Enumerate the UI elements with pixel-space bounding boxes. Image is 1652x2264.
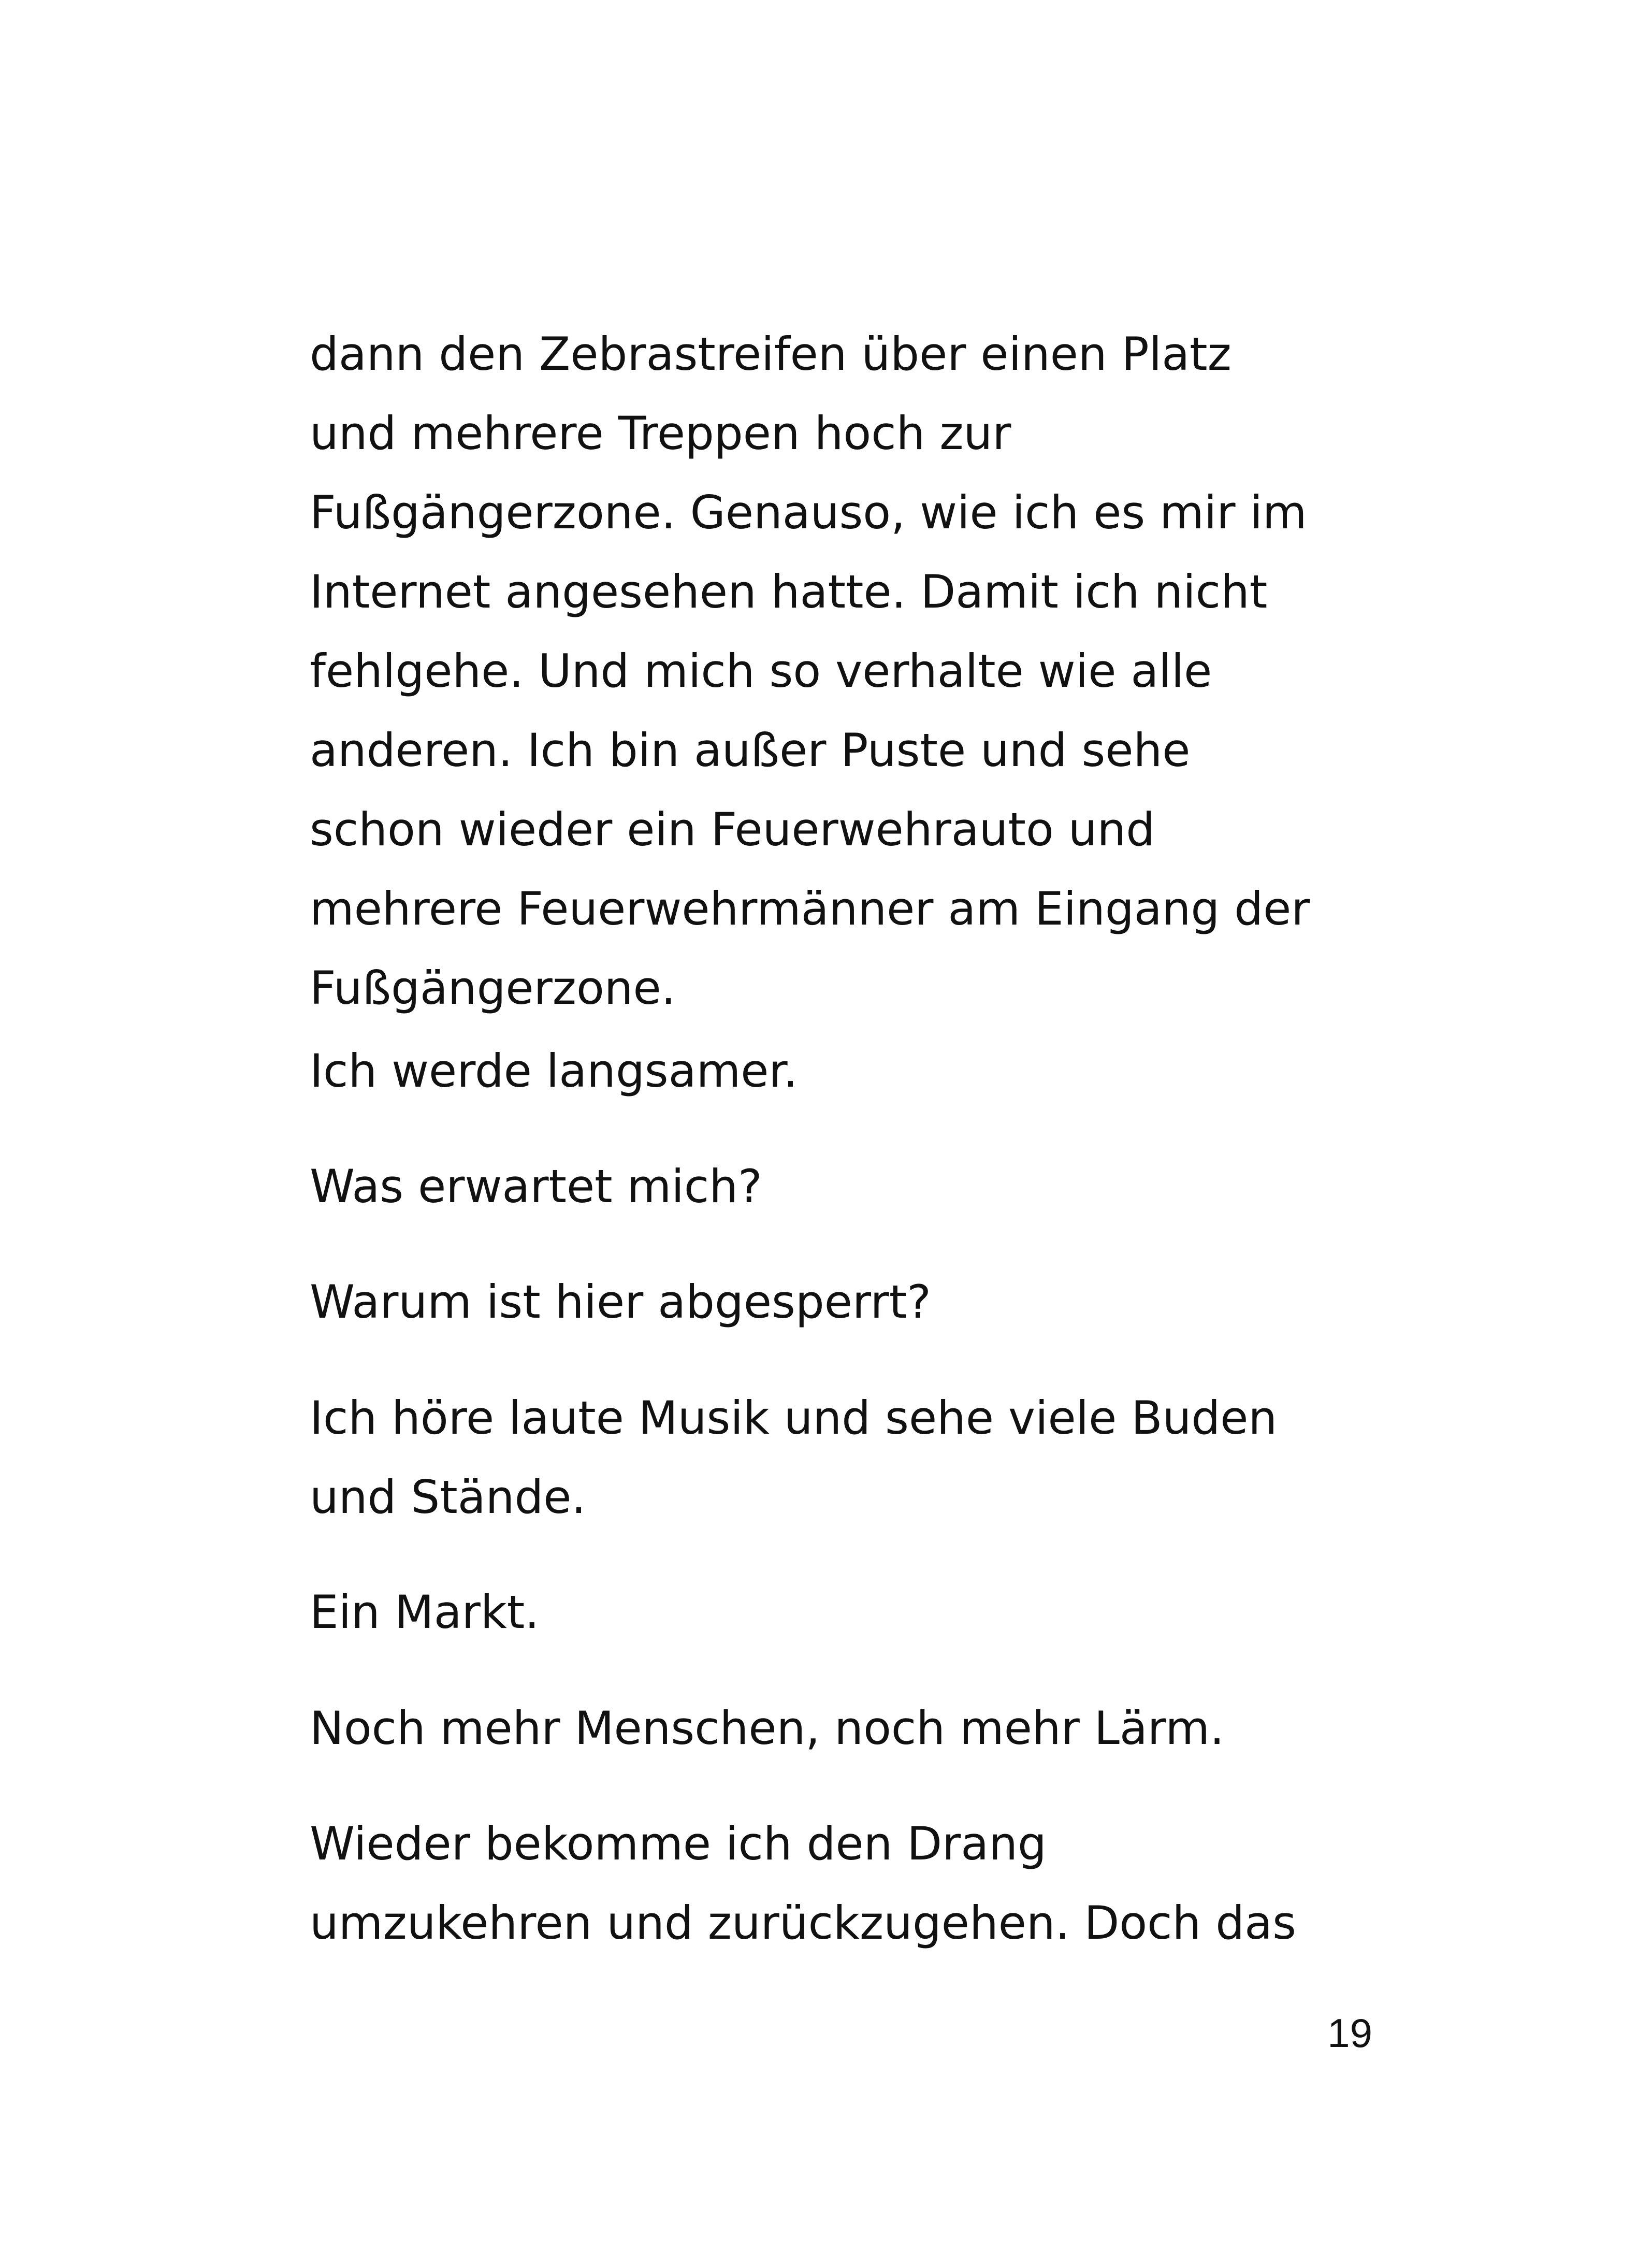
text-line: Fußgängerzone. [310, 961, 676, 1015]
paragraph-3 [310, 1147, 1418, 1226]
text-line: umzukehren und zurückzugehen. Doch das [310, 1896, 1296, 1950]
paragraph-4 [310, 1262, 1418, 1342]
text-line: schon wieder ein Feuerwehrauto und [310, 803, 1155, 856]
text-line: Fußgängerzone. Genauso, wie ich es mir im [310, 486, 1307, 539]
text-line: Noch mehr Menschen, noch mehr Lärm. [310, 1701, 1225, 1755]
paragraph-2 [310, 1031, 1418, 1111]
text-line: Ich höre laute Musik und sehe viele Buden [310, 1391, 1278, 1445]
text-line: anderen. Ich bin außer Puste und sehe [310, 724, 1191, 777]
paragraph-6 [310, 1573, 1418, 1652]
text-line: mehrere Feuerwehrmänner am Eingang der [310, 882, 1310, 935]
paragraph-1 [310, 314, 1418, 1028]
text-line: Warum ist hier abgesperrt? [310, 1275, 931, 1329]
text-line: Internet angesehen hatte. Damit ich nicht [310, 565, 1268, 618]
page-number: 19 [1327, 2010, 1372, 2056]
text-line: Ich werde langsamer. [310, 1044, 798, 1098]
paragraph-7 [310, 1689, 1418, 1768]
text-line: und Stände. [310, 1470, 586, 1524]
text-line: Was erwartet mich? [310, 1160, 762, 1213]
paragraph-5 [310, 1378, 1418, 1537]
text-line: fehlgehe. Und mich so verhalte wie alle [310, 644, 1212, 698]
text-line: dann den Zebrastreifen über einen Platz [310, 327, 1231, 381]
text-line: Wieder bekomme ich den Drang [310, 1817, 1047, 1870]
text-line: und mehrere Treppen hoch zur [310, 407, 1011, 460]
paragraph-8 [310, 1804, 1418, 1963]
text-line: Ein Markt. [310, 1585, 540, 1639]
